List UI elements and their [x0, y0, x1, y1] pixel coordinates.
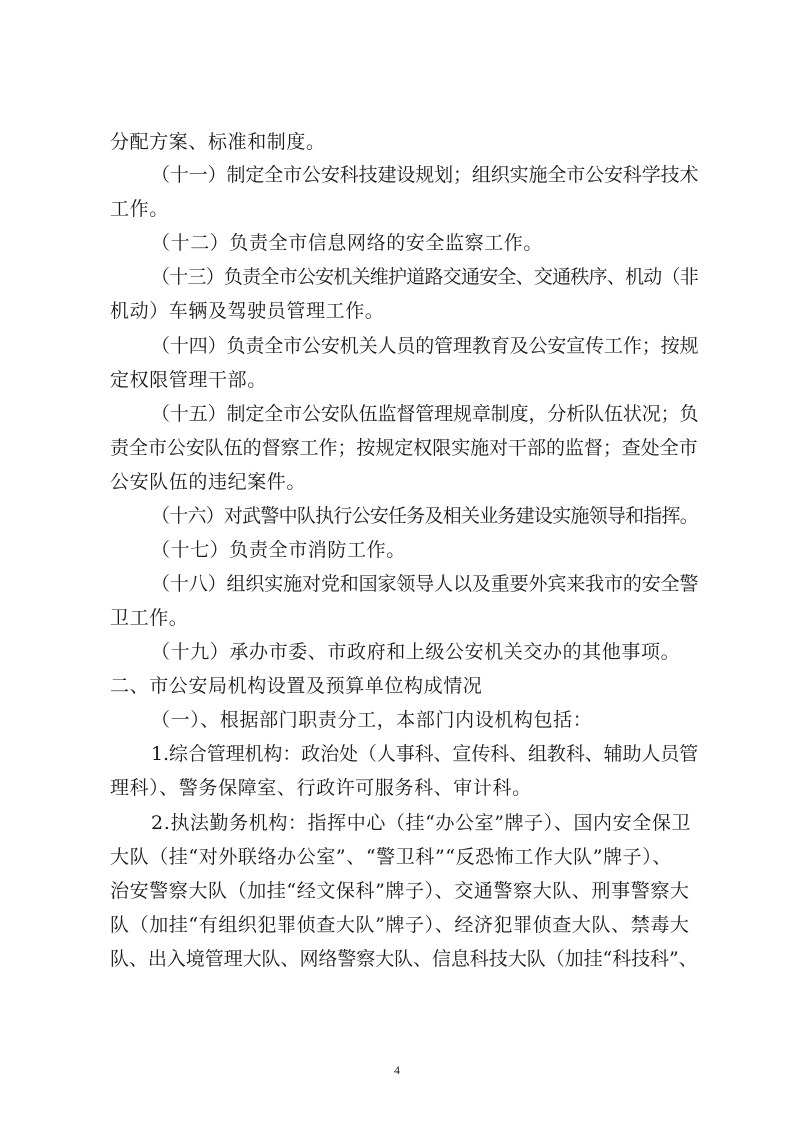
body-line-23: 治安警察大队（加挂“经文保科”牌子）、交通警察大队、刑事警察大 [110, 880, 690, 902]
body-line-16: （十九）承办市委、市政府和上级公安机关交办的其他事项。 [151, 641, 681, 663]
body-line-12: （十六）对武警中队执行公安任务及相关业务建设实施领导和指挥。 [151, 505, 699, 527]
body-line-15: 卫工作。 [110, 607, 189, 629]
body-line-1: 分配方案、标准和制度。 [110, 131, 326, 153]
body-line-11: 公安队伍的违纪案件。 [110, 471, 307, 493]
body-line-2: （十一）制定全市公安科技建设规划；组织实施全市公安科学技术 [151, 164, 699, 186]
page-number: 4 [394, 1063, 400, 1077]
section-heading: 二、市公安局机构设置及预算单位构成情况 [110, 675, 483, 697]
body-line-19: 1.综合管理机构：政治处（人事科、宣传科、组教科、辅助人员管 [151, 743, 699, 765]
body-line-24: 队（加挂“有组织犯罪侦查大队”牌子）、经济犯罪侦查大队、禁毒大 [110, 914, 690, 936]
body-line-22: 大队（挂“对外联络办公室”、“警卫科”“反恐怖工作大队”牌子）、 [110, 846, 672, 868]
body-line-4: （十二）负责全市信息网络的安全监察工作。 [151, 232, 544, 254]
body-line-8: 定权限管理干部。 [110, 369, 267, 391]
body-line-10: 责全市公安队伍的督察工作；按规定权限实施对干部的监督；查处全市 [110, 437, 698, 459]
body-line-20: 理科）、警务保障室、行政许可服务科、审计科。 [110, 777, 532, 799]
body-line-7: （十四）负责全市公安机关人员的管理教育及公安宣传工作；按规 [151, 335, 699, 357]
body-line-5: （十三）负责全市公安机关维护道路交通安全、交通秩序、机动（非 [151, 266, 699, 288]
body-line-14: （十八）组织实施对党和国家领导人以及重要外宾来我市的安全警 [151, 573, 699, 595]
body-line-6: 机动）车辆及驾驶员管理工作。 [110, 300, 385, 322]
body-line-18: （一）、根据部门职责分工，本部门内设机构包括： [151, 709, 593, 731]
body-line-21: 2.执法勤务机构：指挥中心（挂“办公室”牌子）、国内安全保卫 [151, 812, 692, 834]
body-line-9: （十五）制定全市公安队伍监督管理规章制度，分析队伍状况；负 [151, 403, 699, 425]
body-line-13: （十七）负责全市消防工作。 [151, 539, 406, 561]
body-line-25: 队、出入境管理大队、网络警察大队、信息科技大队（加挂“科技科”、 [110, 948, 698, 970]
body-line-3: 工作。 [110, 198, 169, 220]
